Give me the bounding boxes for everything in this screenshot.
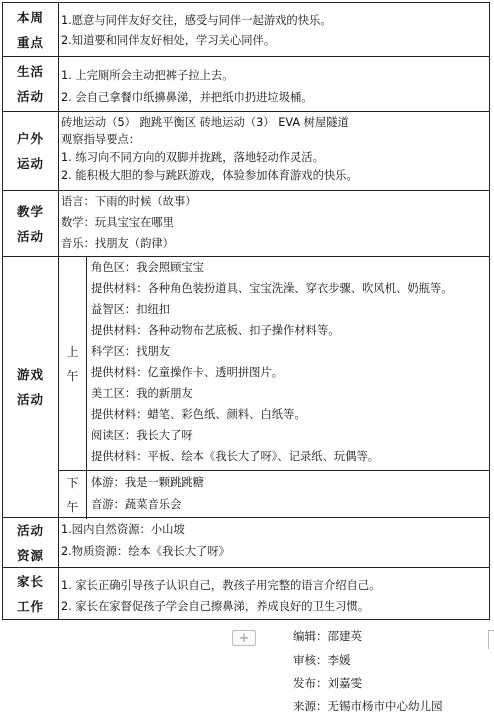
row-text: 2. 家长在家督促孩子学会自己擦鼻涕，养成良好的卫生习惯。 xyxy=(61,600,370,613)
game-afternoon xyxy=(59,470,489,519)
row-text: 观察指导要点： xyxy=(61,133,141,146)
row-header: 教学 活动 xyxy=(3,191,59,256)
row-resources xyxy=(3,517,489,567)
row-weekly-focus xyxy=(3,3,489,56)
game-text: 提供材料：各种角色装扮道具、宝宝洗澡、穿衣步骤、吹风机、奶瓶等。 xyxy=(91,282,453,295)
game-text: 提供材料：平板、绘本《我长大了呀》、记录纸、玩偶等。 xyxy=(91,450,380,463)
row-parents xyxy=(3,567,489,619)
footer-reviewer: 审核：李媛 xyxy=(293,653,351,667)
row-text: 音乐：找朋友（韵律） xyxy=(61,237,174,250)
row-text: 2.知道要和同伴友好相处，学习关心同伴。 xyxy=(61,34,276,47)
plus-icon: + xyxy=(238,631,250,646)
game-text: 提供材料：亿童操作卡、透明拼图片。 xyxy=(91,366,284,379)
row-text: 砖地运动（5） 跑跳平衡区 砖地运动（3） EVA 树屋隧道 xyxy=(61,116,349,129)
game-text: 科学区：找朋友 xyxy=(91,345,171,358)
row-outdoor xyxy=(3,111,489,190)
add-row-button[interactable] xyxy=(232,630,256,646)
row-text: 2. 能积极大胆的参与跳跃游戏，体验参加体育游戏的快乐。 xyxy=(61,169,358,182)
row-header: 户外 运动 xyxy=(3,112,59,190)
row-life-activity xyxy=(3,56,489,111)
game-text: 阅读区：我长大了呀 xyxy=(91,429,193,442)
game-morning xyxy=(3,257,489,470)
row-text: 1. 上完厕所会主动把裤子拉上去。 xyxy=(61,69,234,82)
row-header: 家长 工作 xyxy=(3,568,59,619)
footer-publisher: 发布：刘嘉雯 xyxy=(293,676,362,690)
row-header: 游戏 活动 xyxy=(3,257,59,517)
row-text: 数学：玩具宝宝在哪里 xyxy=(61,216,174,229)
row-text: 语言：下雨的时候（故事） xyxy=(61,195,197,208)
sub-header-afternoon: 下 午 xyxy=(59,471,87,519)
weekly-plan-table xyxy=(2,2,490,620)
row-game xyxy=(3,256,489,517)
row-text: 2.物质资源：绘本《我长大了呀》 xyxy=(61,545,230,558)
sub-header-morning: 上 午 xyxy=(59,257,87,470)
game-text: 角色区：我会照顾宝宝 xyxy=(91,261,204,274)
footer-editor: 编辑：邵建英 xyxy=(293,629,362,643)
row-text: 1.园内自然资源：小山坡 xyxy=(61,523,185,536)
row-text: 2. 会自己拿餐巾纸擤鼻涕，并把纸巾扔进垃圾桶。 xyxy=(61,91,313,104)
game-text: 体游：我是一颗跳跳糖 xyxy=(91,476,204,489)
game-text: 音游：蔬菜音乐会 xyxy=(91,498,182,511)
game-text: 提供材料：各种动物布艺底板、扣子操作材料等。 xyxy=(91,324,340,337)
row-header: 生活 活动 xyxy=(3,57,59,111)
row-text: 1.愿意与同伴友好交往，感受与同伴一起游戏的快乐。 xyxy=(61,14,332,27)
game-text: 提供材料：蜡笔、彩色纸、颜料、白纸等。 xyxy=(91,408,306,421)
row-text: 1. 家长正确引导孩子认识自己，教孩子用完整的语言介绍自己。 xyxy=(61,579,381,592)
row-header: 活动 资源 xyxy=(3,518,59,567)
row-header: 本周 重点 xyxy=(3,3,59,56)
game-text: 美工区：我的新朋友 xyxy=(91,387,193,400)
table-edge-divider xyxy=(488,630,494,649)
row-teaching xyxy=(3,190,489,256)
game-text: 益智区：扣纽扣 xyxy=(91,303,171,316)
footer-source: 来源：无锡市杨市中心幼儿园 xyxy=(293,699,443,713)
row-text: 1. 练习向不同方向的双脚并拢跳，落地轻动作灵活。 xyxy=(61,151,324,164)
